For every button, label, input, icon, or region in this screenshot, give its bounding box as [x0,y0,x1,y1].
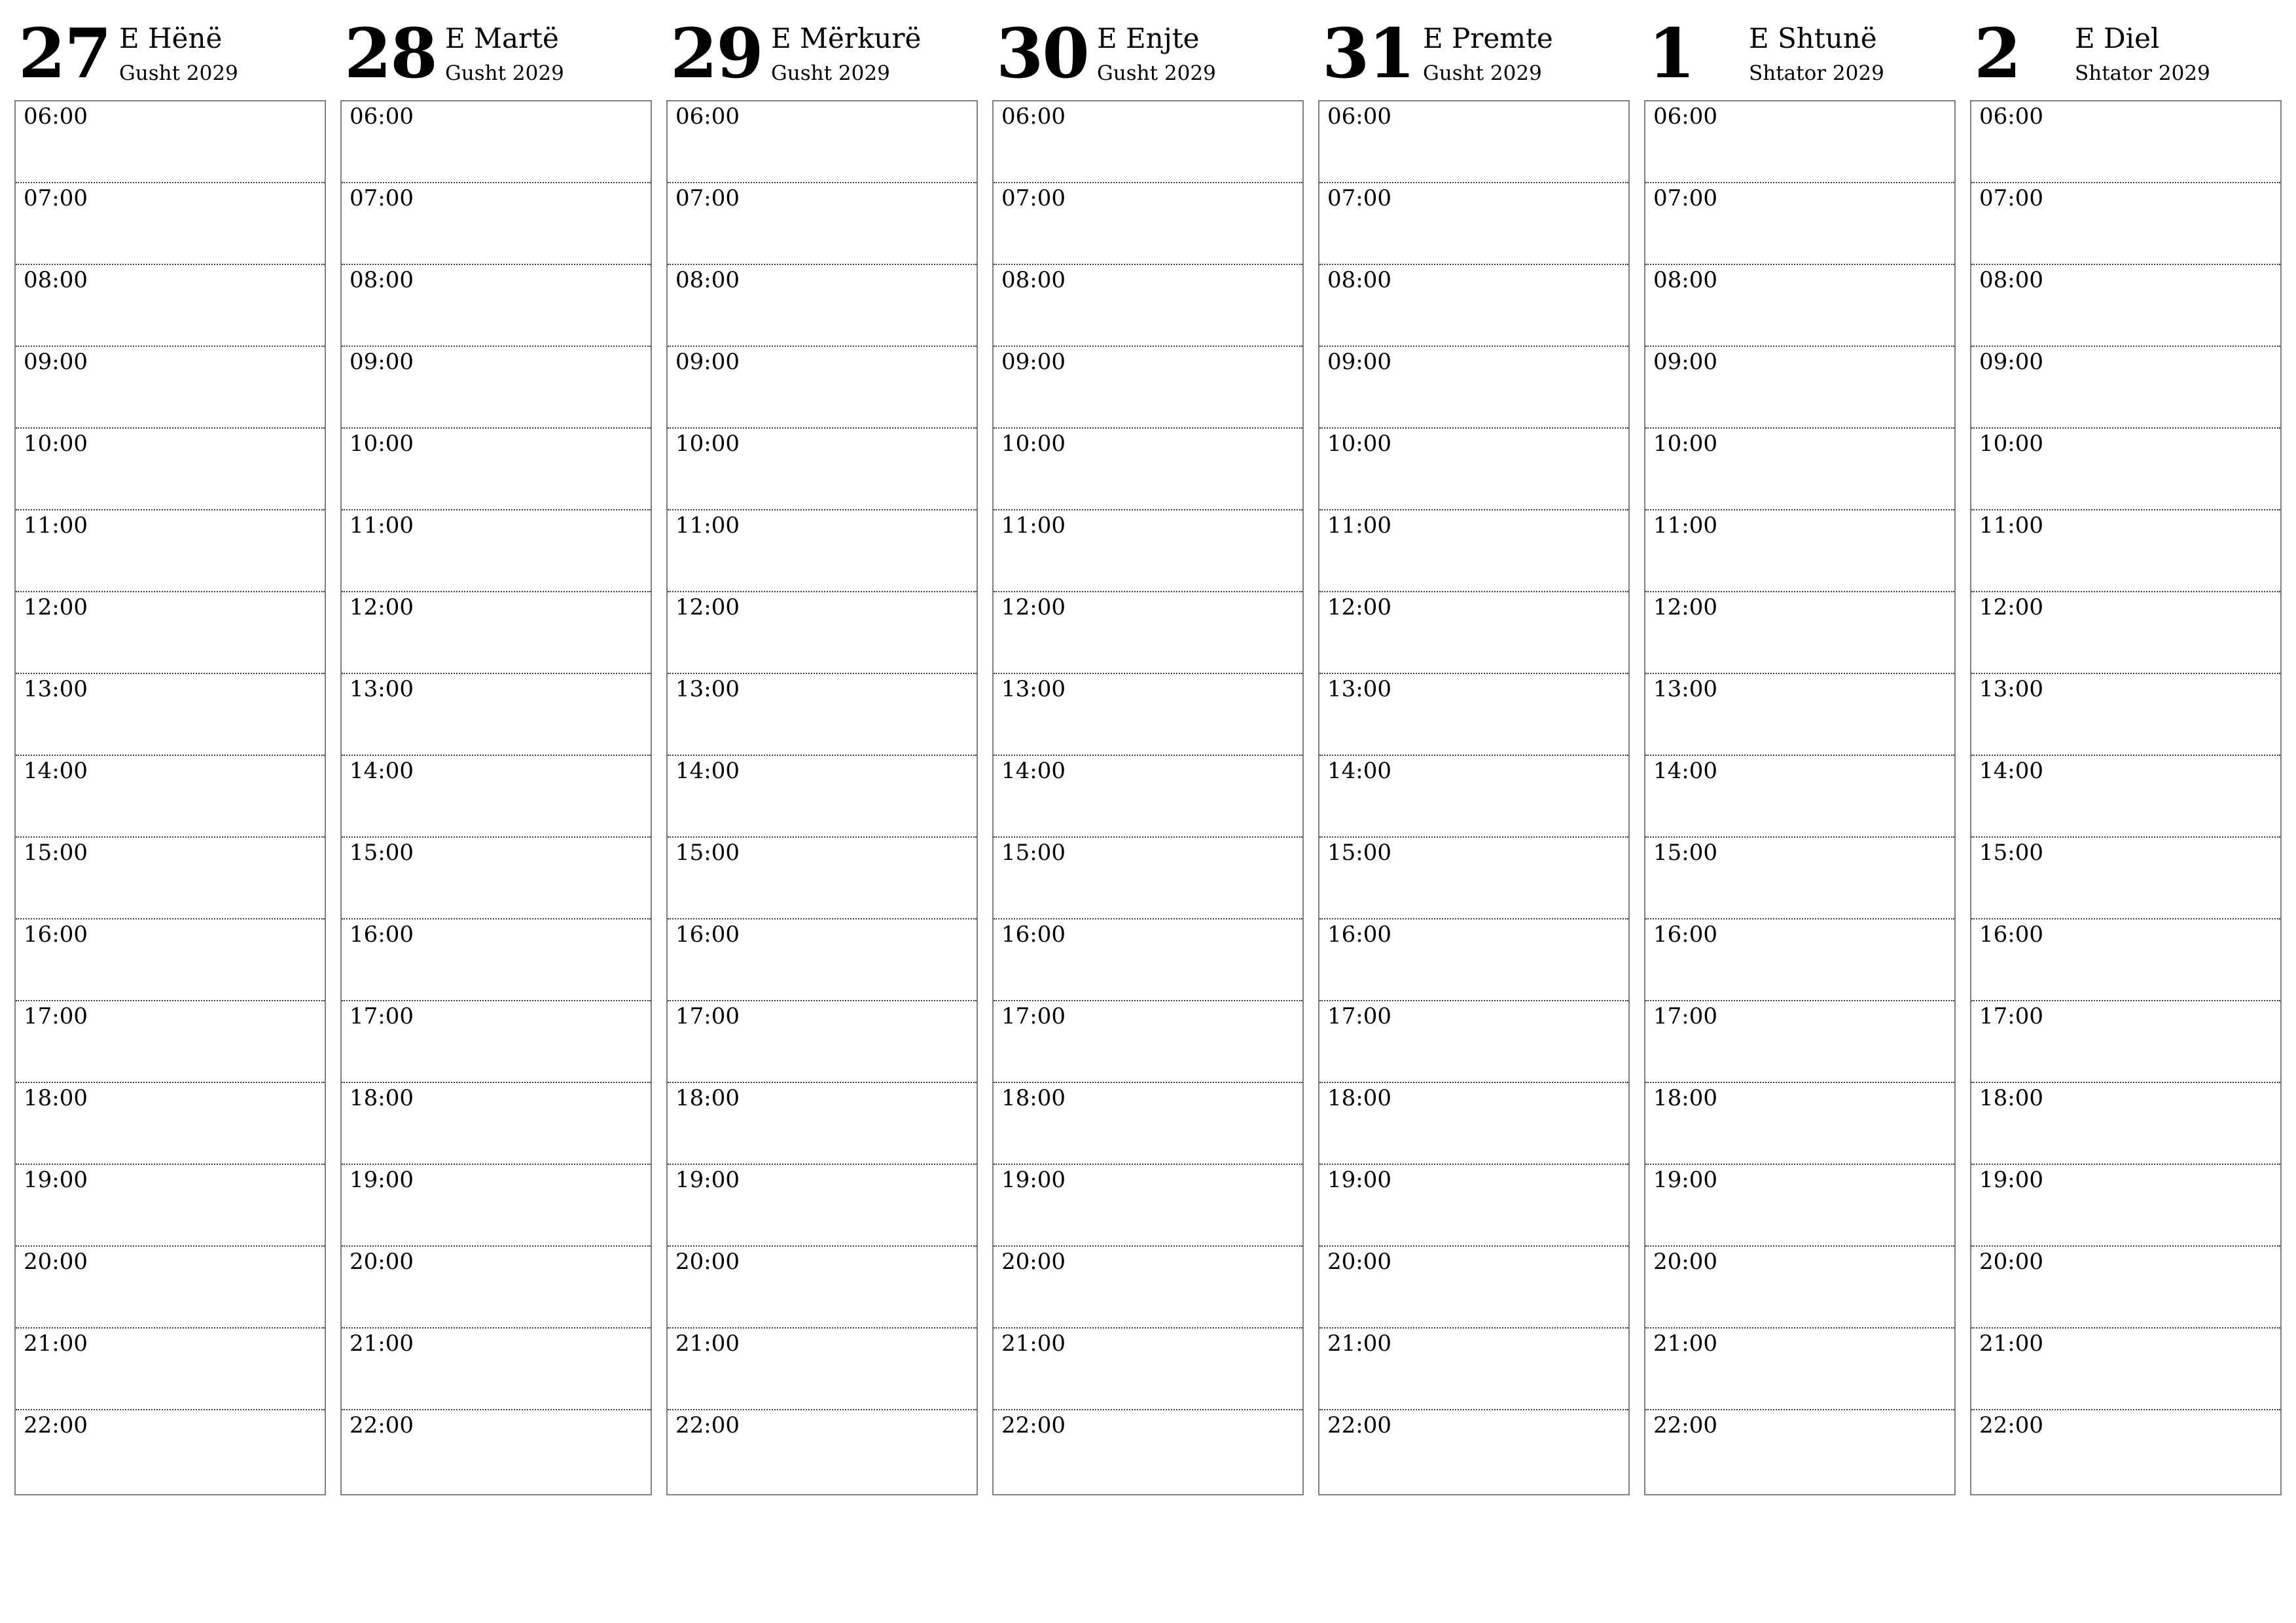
hour-slot[interactable] [1319,756,1628,838]
day-header [1644,0,1956,100]
hour-label: 12:00 [1001,594,1066,620]
hour-label: 13:00 [1327,676,1391,702]
hour-slot[interactable] [342,592,651,674]
hour-label: 21:00 [1001,1330,1066,1357]
hour-label: 06:00 [1653,103,1717,130]
hour-label: 12:00 [24,594,88,620]
hour-label: 11:00 [675,512,740,539]
hour-slot[interactable] [342,1083,651,1165]
hour-slot[interactable] [342,1165,651,1247]
day-column [1318,0,1630,1438]
hour-slot[interactable] [16,265,325,347]
hour-slot[interactable] [342,1329,651,1410]
hour-slot[interactable] [668,592,977,674]
hour-label: 06:00 [24,103,88,130]
hour-label: 13:00 [1653,676,1717,702]
hour-slot[interactable] [342,429,651,510]
hour-slot[interactable] [16,347,325,429]
hour-slot[interactable] [1319,1001,1628,1083]
hour-slot[interactable] [1319,183,1628,265]
hour-slot[interactable] [16,429,325,510]
hour-slot[interactable] [1319,347,1628,429]
weekly-planner [14,0,2283,1438]
hour-slot[interactable] [342,674,651,756]
hour-label: 15:00 [1979,840,2043,866]
hour-label: 18:00 [1327,1085,1391,1111]
hour-slot[interactable] [1645,1247,1954,1329]
hour-slot[interactable] [1645,183,1954,265]
day-column [1644,0,1956,1438]
hour-slot[interactable] [1971,1247,2280,1329]
hour-slot[interactable] [16,1165,325,1247]
hour-slot[interactable] [994,919,1302,1001]
hour-slot[interactable] [342,265,651,347]
hour-label: 17:00 [675,1003,740,1029]
hour-slot[interactable] [1971,674,2280,756]
hour-label: 13:00 [350,676,414,702]
hour-label: 08:00 [1001,267,1066,293]
hour-label: 19:00 [675,1167,740,1193]
hour-slot[interactable] [668,1165,977,1247]
hour-label: 11:00 [1979,512,2043,539]
day-header [1970,0,2282,100]
hour-slot[interactable] [1319,265,1628,347]
hour-label: 14:00 [1979,758,2043,784]
hour-slot[interactable] [994,1001,1302,1083]
hour-slot[interactable] [994,265,1302,347]
day-header [1318,0,1630,100]
hour-label: 22:00 [1001,1412,1066,1438]
day-column [340,0,652,1438]
hour-label: 21:00 [675,1330,740,1357]
hour-slot[interactable] [668,756,977,838]
hour-label: 15:00 [675,840,740,866]
hour-slot[interactable] [16,919,325,1001]
hour-label: 06:00 [1979,103,2043,130]
hour-label: 18:00 [350,1085,414,1111]
day-schedule-box [992,100,1304,1495]
hour-slot[interactable] [1971,101,2280,183]
hour-slot[interactable] [1645,1165,1954,1247]
hour-slot[interactable] [668,1410,977,1492]
hour-slot[interactable] [1319,838,1628,919]
hour-slot[interactable] [342,1247,651,1329]
hour-label: 08:00 [675,267,740,293]
hour-label: 15:00 [24,840,88,866]
day-month: Gusht 2029 [119,62,238,85]
hour-slot[interactable] [1319,1410,1628,1492]
hour-slot[interactable] [1971,347,2280,429]
hour-label: 19:00 [1979,1167,2043,1193]
hour-slot[interactable] [1645,1329,1954,1410]
hour-label: 07:00 [350,185,414,211]
hour-slot[interactable] [668,674,977,756]
day-schedule-box [1644,100,1956,1495]
hour-slot[interactable] [16,1247,325,1329]
hour-slot[interactable] [1645,510,1954,592]
hour-label: 09:00 [1653,349,1717,375]
hour-slot[interactable] [994,429,1302,510]
hour-label: 11:00 [1327,512,1391,539]
day-month: Gusht 2029 [1097,62,1216,85]
day-month: Gusht 2029 [1423,62,1542,85]
hour-slot[interactable] [1319,510,1628,592]
hour-label: 13:00 [675,676,740,702]
day-number: 30 [996,13,1088,94]
hour-slot[interactable] [342,1410,651,1492]
hour-slot[interactable] [342,756,651,838]
hour-label: 11:00 [350,512,414,539]
hour-slot[interactable] [994,1165,1302,1247]
hour-label: 19:00 [24,1167,88,1193]
day-column [992,0,1304,1438]
day-name: E Hënë [119,22,223,54]
day-name: E Martë [445,22,559,54]
day-number: 2 [1974,13,2020,94]
hour-slot[interactable] [1645,756,1954,838]
day-name: E Diel [2075,22,2160,54]
hour-label: 09:00 [350,349,414,375]
hour-label: 16:00 [675,921,740,948]
hour-label: 10:00 [1001,431,1066,457]
hour-label: 18:00 [1979,1085,2043,1111]
hour-label: 15:00 [1001,840,1066,866]
hour-slot[interactable] [668,1247,977,1329]
hour-label: 10:00 [675,431,740,457]
hour-label: 09:00 [1001,349,1066,375]
hour-label: 08:00 [350,267,414,293]
hour-slot[interactable] [668,265,977,347]
hour-label: 07:00 [1979,185,2043,211]
hour-slot[interactable] [668,1001,977,1083]
hour-slot[interactable] [994,674,1302,756]
hour-slot[interactable] [16,592,325,674]
hour-label: 18:00 [1001,1085,1066,1111]
hour-label: 18:00 [675,1085,740,1111]
hour-slot[interactable] [1971,1165,2280,1247]
hour-slot[interactable] [668,919,977,1001]
hour-label: 21:00 [1653,1330,1717,1357]
hour-label: 12:00 [1979,594,2043,620]
hour-label: 10:00 [1653,431,1717,457]
hour-slot[interactable] [1971,838,2280,919]
hour-slot[interactable] [668,183,977,265]
hour-slot[interactable] [668,838,977,919]
hour-slot[interactable] [16,510,325,592]
hour-label: 17:00 [1653,1003,1717,1029]
hour-slot[interactable] [1319,1329,1628,1410]
hour-slot[interactable] [16,101,325,183]
day-header [14,0,326,100]
hour-label: 06:00 [1327,103,1391,130]
hour-label: 15:00 [1327,840,1391,866]
day-schedule-box [666,100,978,1495]
hour-slot[interactable] [16,1410,325,1492]
day-name: E Mërkurë [771,22,922,54]
hour-slot[interactable] [16,183,325,265]
hour-slot[interactable] [994,592,1302,674]
hour-slot[interactable] [16,838,325,919]
hour-label: 14:00 [24,758,88,784]
hour-label: 09:00 [675,349,740,375]
hour-label: 17:00 [1327,1003,1391,1029]
hour-label: 13:00 [1001,676,1066,702]
day-name: E Enjte [1097,22,1200,54]
hour-slot[interactable] [1319,101,1628,183]
hour-label: 22:00 [1653,1412,1717,1438]
hour-slot[interactable] [1971,592,2280,674]
hour-slot[interactable] [1971,1083,2280,1165]
hour-label: 10:00 [24,431,88,457]
day-header [666,0,978,100]
day-number: 1 [1648,13,1695,94]
hour-slot[interactable] [994,183,1302,265]
hour-slot[interactable] [1971,1410,2280,1492]
hour-slot[interactable] [1645,1410,1954,1492]
hour-label: 18:00 [1653,1085,1717,1111]
hour-label: 14:00 [1653,758,1717,784]
hour-slot[interactable] [994,838,1302,919]
day-column [1970,0,2282,1438]
hour-label: 12:00 [1653,594,1717,620]
hour-slot[interactable] [668,101,977,183]
hour-label: 08:00 [24,267,88,293]
hour-slot[interactable] [342,1001,651,1083]
hour-label: 21:00 [1979,1330,2043,1357]
hour-label: 19:00 [1653,1167,1717,1193]
day-schedule-box [1318,100,1630,1495]
hour-label: 19:00 [1001,1167,1066,1193]
hour-label: 10:00 [1327,431,1391,457]
day-name: E Shtunë [1749,22,1877,54]
hour-label: 15:00 [1653,840,1717,866]
hour-label: 08:00 [1979,267,2043,293]
hour-label: 19:00 [350,1167,414,1193]
hour-label: 17:00 [1979,1003,2043,1029]
hour-label: 16:00 [1001,921,1066,948]
hour-label: 18:00 [24,1085,88,1111]
hour-label: 20:00 [1001,1249,1066,1275]
hour-label: 21:00 [24,1330,88,1357]
hour-slot[interactable] [1319,1247,1628,1329]
hour-label: 22:00 [350,1412,414,1438]
hour-slot[interactable] [342,919,651,1001]
hour-label: 22:00 [675,1412,740,1438]
hour-label: 13:00 [24,676,88,702]
hour-slot[interactable] [342,838,651,919]
hour-label: 07:00 [1653,185,1717,211]
day-name: E Premte [1423,22,1553,54]
hour-slot[interactable] [1971,429,2280,510]
hour-slot[interactable] [1319,429,1628,510]
hour-slot[interactable] [1319,919,1628,1001]
hour-slot[interactable] [994,1410,1302,1492]
hour-label: 14:00 [1327,758,1391,784]
hour-label: 19:00 [1327,1167,1391,1193]
hour-label: 20:00 [1327,1249,1391,1275]
hour-slot[interactable] [1645,429,1954,510]
hour-label: 21:00 [350,1330,414,1357]
hour-slot[interactable] [668,1329,977,1410]
hour-label: 22:00 [24,1412,88,1438]
hour-slot[interactable] [994,347,1302,429]
hour-label: 20:00 [675,1249,740,1275]
hour-label: 07:00 [24,185,88,211]
hour-label: 08:00 [1327,267,1391,293]
hour-label: 11:00 [1001,512,1066,539]
hour-label: 06:00 [350,103,414,130]
hour-slot[interactable] [1971,919,2280,1001]
hour-label: 15:00 [350,840,414,866]
hour-slot[interactable] [1971,756,2280,838]
hour-slot[interactable] [1645,1001,1954,1083]
day-column [14,0,326,1438]
hour-label: 16:00 [1327,921,1391,948]
day-header [992,0,1304,100]
hour-slot[interactable] [1319,1083,1628,1165]
hour-slot[interactable] [1971,265,2280,347]
hour-slot[interactable] [1645,101,1954,183]
hour-label: 07:00 [675,185,740,211]
day-schedule-box [340,100,652,1495]
hour-label: 17:00 [1001,1003,1066,1029]
hour-label: 06:00 [1001,103,1066,130]
hour-slot[interactable] [994,1247,1302,1329]
day-month: Gusht 2029 [445,62,564,85]
hour-label: 08:00 [1653,267,1717,293]
hour-slot[interactable] [994,101,1302,183]
hour-label: 20:00 [1979,1249,2043,1275]
hour-slot[interactable] [1645,919,1954,1001]
hour-label: 16:00 [1979,921,2043,948]
hour-slot[interactable] [16,1329,325,1410]
hour-label: 09:00 [24,349,88,375]
hour-slot[interactable] [1971,183,2280,265]
hour-slot[interactable] [994,510,1302,592]
day-number: 27 [18,13,111,94]
day-month: Shtator 2029 [2075,62,2210,85]
day-number: 31 [1322,13,1414,94]
hour-label: 07:00 [1327,185,1391,211]
day-number: 29 [670,13,762,94]
hour-slot[interactable] [16,1001,325,1083]
hour-label: 11:00 [1653,512,1717,539]
hour-slot[interactable] [994,1083,1302,1165]
hour-label: 17:00 [24,1003,88,1029]
day-schedule-box [1970,100,2282,1495]
hour-slot[interactable] [1645,592,1954,674]
hour-label: 20:00 [24,1249,88,1275]
hour-label: 17:00 [350,1003,414,1029]
hour-slot[interactable] [342,510,651,592]
hour-slot[interactable] [16,674,325,756]
hour-slot[interactable] [1645,265,1954,347]
hour-label: 07:00 [1001,185,1066,211]
hour-label: 22:00 [1979,1412,2043,1438]
hour-slot[interactable] [668,429,977,510]
hour-slot[interactable] [1645,347,1954,429]
hour-label: 14:00 [675,758,740,784]
hour-label: 10:00 [350,431,414,457]
hour-label: 13:00 [1979,676,2043,702]
day-month: Shtator 2029 [1749,62,1884,85]
hour-slot[interactable] [994,1329,1302,1410]
hour-slot[interactable] [1319,1165,1628,1247]
hour-slot[interactable] [1645,674,1954,756]
hour-slot[interactable] [1645,1083,1954,1165]
day-header [340,0,652,100]
day-column [666,0,978,1438]
hour-label: 21:00 [1327,1330,1391,1357]
hour-slot[interactable] [668,1083,977,1165]
hour-label: 16:00 [350,921,414,948]
hour-slot[interactable] [1319,674,1628,756]
hour-slot[interactable] [16,756,325,838]
hour-label: 16:00 [24,921,88,948]
day-number: 28 [344,13,437,94]
hour-label: 12:00 [1327,594,1391,620]
hour-label: 12:00 [350,594,414,620]
hour-label: 10:00 [1979,431,2043,457]
day-schedule-box [14,100,326,1495]
hour-label: 16:00 [1653,921,1717,948]
hour-label: 11:00 [24,512,88,539]
hour-slot[interactable] [16,1083,325,1165]
hour-slot[interactable] [342,101,651,183]
hour-label: 12:00 [675,594,740,620]
hour-slot[interactable] [1319,592,1628,674]
hour-slot[interactable] [994,756,1302,838]
hour-slot[interactable] [1971,1329,2280,1410]
hour-slot[interactable] [1645,838,1954,919]
hour-label: 20:00 [350,1249,414,1275]
hour-label: 06:00 [675,103,740,130]
hour-label: 22:00 [1327,1412,1391,1438]
hour-slot[interactable] [668,510,977,592]
hour-slot[interactable] [342,347,651,429]
hour-slot[interactable] [668,347,977,429]
hour-label: 09:00 [1327,349,1391,375]
hour-slot[interactable] [1971,1001,2280,1083]
day-month: Gusht 2029 [771,62,890,85]
hour-label: 20:00 [1653,1249,1717,1275]
hour-label: 09:00 [1979,349,2043,375]
hour-slot[interactable] [1971,510,2280,592]
hour-label: 14:00 [1001,758,1066,784]
hour-slot[interactable] [342,183,651,265]
hour-label: 14:00 [350,758,414,784]
